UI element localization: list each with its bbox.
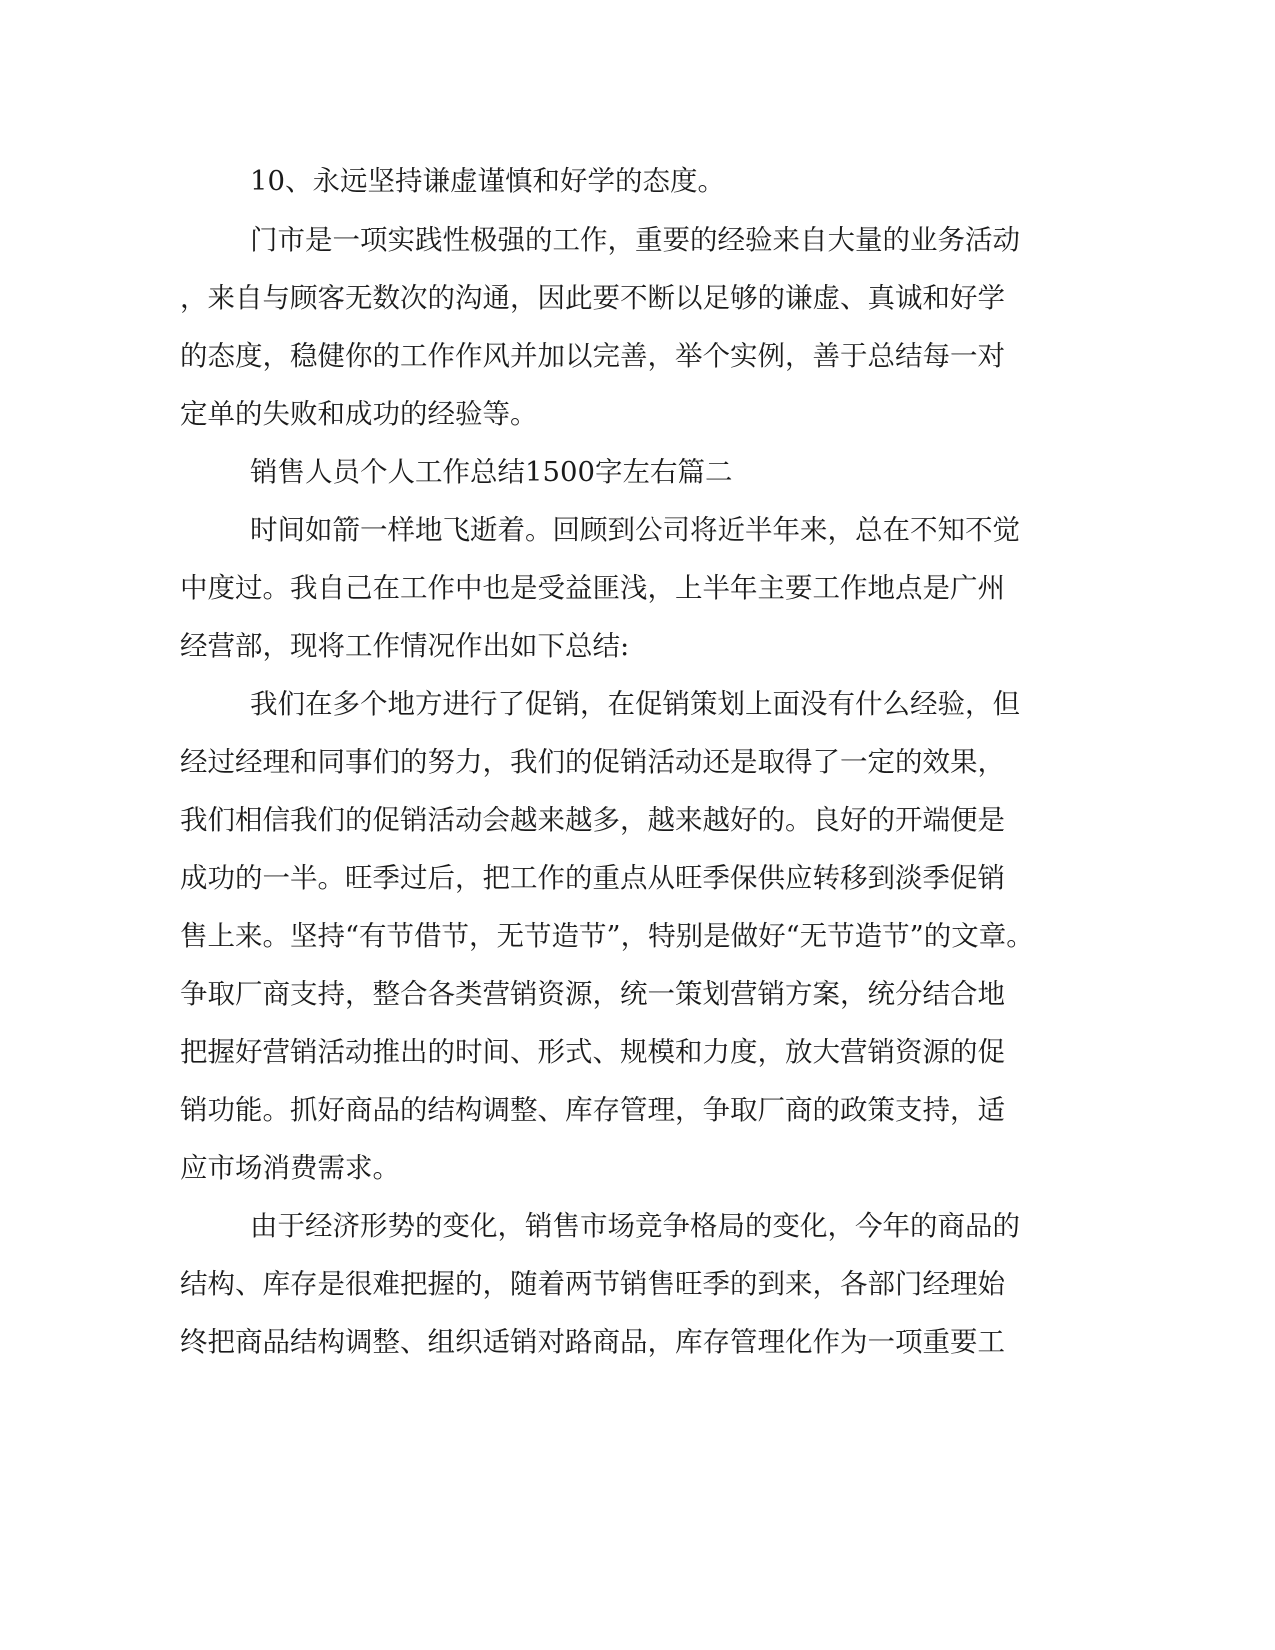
line-text: ，来自与顾客无数次的沟通，因此要不断以足够的谦虚、真诚和好学	[180, 282, 1005, 314]
text-line	[0, 336, 1275, 376]
text-line	[0, 278, 1275, 318]
line-text: 我们在多个地方进行了促销，在促销策划上面没有什么经验，但	[250, 688, 1020, 720]
text-line	[0, 510, 1275, 550]
text-line	[0, 742, 1275, 782]
line-text: 终把商品结构调整、组织适销对路商品，库存管理化作为一项重要工	[180, 1326, 1005, 1358]
text-line	[0, 916, 1275, 956]
line-text: 定单的失败和成功的经验等。	[180, 398, 538, 430]
text-line	[0, 974, 1275, 1014]
text-line	[0, 161, 1275, 201]
text-line	[0, 568, 1275, 608]
text-line	[0, 1032, 1275, 1072]
section-heading-text: 销售人员个人工作总结1500字左右篇二	[250, 456, 733, 488]
text-line	[0, 1264, 1275, 1304]
line-text: 10、永远坚持谦虚谨慎和好学的态度。	[250, 165, 725, 197]
line-text: 把握好营销活动推出的时间、形式、规模和力度，放大营销资源的促	[180, 1036, 1005, 1068]
text-line	[0, 800, 1275, 840]
text-line	[0, 1322, 1275, 1362]
line-text: 时间如箭一样地飞逝着。回顾到公司将近半年来，总在不知不觉	[250, 514, 1020, 546]
line-text: 销功能。抓好商品的结构调整、库存管理，争取厂商的政策支持，适	[180, 1094, 1005, 1126]
line-text: 应市场消费需求。	[180, 1152, 400, 1184]
line-text: 的态度，稳健你的工作作风并加以完善，举个实例，善于总结每一对	[180, 340, 1005, 372]
line-text: 争取厂商支持，整合各类营销资源，统一策划营销方案，统分结合地	[180, 978, 1005, 1010]
line-text: 门市是一项实践性极强的工作，重要的经验来自大量的业务活动	[250, 224, 1020, 256]
text-line	[0, 394, 1275, 434]
text-line	[0, 1148, 1275, 1188]
line-text: 经营部，现将工作情况作出如下总结:	[180, 630, 630, 662]
text-line	[0, 220, 1275, 260]
text-line	[0, 1206, 1275, 1246]
line-text: 成功的一半。旺季过后，把工作的重点从旺季保供应转移到淡季促销	[180, 862, 1005, 894]
line-text: 中度过。我自己在工作中也是受益匪浅，上半年主要工作地点是广州	[180, 572, 1005, 604]
text-line	[0, 684, 1275, 724]
line-text: 经过经理和同事们的努力，我们的促销活动还是取得了一定的效果，	[180, 746, 1005, 778]
text-line	[0, 858, 1275, 898]
section-heading	[0, 452, 1275, 492]
text-line	[0, 626, 1275, 666]
line-text: 售上来。坚持“有节借节，无节造节”，特别是做好“无节造节”的文章。	[180, 920, 1034, 952]
line-text: 由于经济形势的变化，销售市场竞争格局的变化，今年的商品的	[250, 1210, 1020, 1242]
line-text: 我们相信我们的促销活动会越来越多，越来越好的。良好的开端便是	[180, 804, 1005, 836]
text-line	[0, 1090, 1275, 1130]
line-text: 结构、库存是很难把握的，随着两节销售旺季的到来，各部门经理始	[180, 1268, 1005, 1300]
